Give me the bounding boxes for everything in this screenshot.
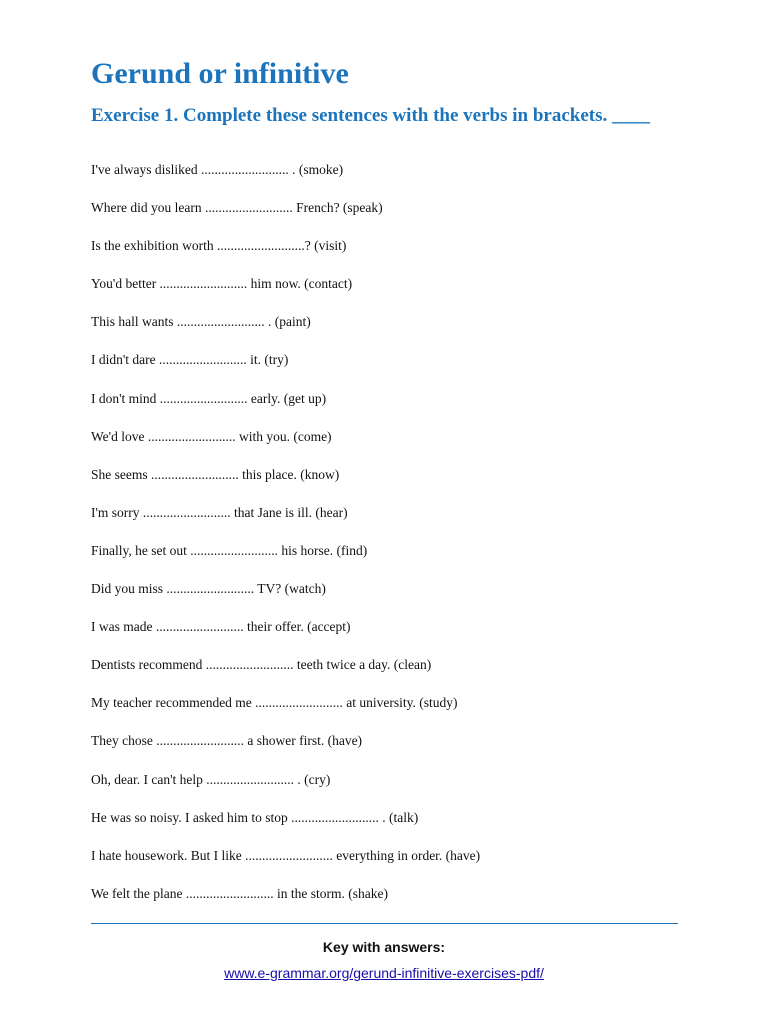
- answer-key-link-wrapper: [0, 963, 768, 983]
- exercise-sentence: I hate housework. But I like .......................... everything in order. (have): [91, 847, 481, 863]
- exercise-sentence: You'd better .......................... him now. (contact): [91, 276, 353, 292]
- exercise-sentence: Finally, he set out .......................... his horse. (find): [91, 542, 368, 558]
- exercise-sentence: I'm sorry .......................... that Jane is ill. (hear): [91, 504, 348, 520]
- exercise-sentence: I was made .......................... their offer. (accept): [91, 619, 351, 635]
- exercise-sentence: Did you miss .......................... TV? (watch): [91, 581, 326, 597]
- answer-key-label: Key with answers:: [322, 939, 446, 955]
- exercise-sentence: He was so noisy. I asked him to stop .......................... . (talk): [91, 809, 419, 825]
- exercise-sentence: She seems .......................... this place. (know): [91, 466, 340, 482]
- page-title: Gerund or infinitive: [91, 57, 349, 90]
- exercise-sentence: They chose .......................... a shower first. (have): [91, 733, 363, 749]
- divider-line: [91, 923, 678, 924]
- exercise-sentence: We felt the plane .......................... in the storm. (shake): [91, 885, 388, 901]
- exercise-sentence: Oh, dear. I can't help .......................... . (cry): [91, 771, 331, 787]
- exercise-sentence: Is the exhibition worth ..........................? (visit): [91, 238, 347, 254]
- exercise-sentence: I don't mind .......................... early. (get up): [91, 390, 327, 406]
- exercise-sentence: I've always disliked .......................... . (smoke): [91, 162, 344, 177]
- exercise-list: [91, 159, 691, 921]
- exercise-sentence: Dentists recommend .......................... teeth twice a day. (clean): [91, 657, 432, 673]
- exercise-sentence: My teacher recommended me .......................... at university. (study): [91, 695, 458, 711]
- answer-key-link[interactable]: www.e-grammar.org/gerund-infinitive-exercises-pdf/: [224, 965, 544, 981]
- exercise-sentence: Where did you learn .......................... French? (speak): [91, 200, 383, 216]
- exercise-instructions: Exercise 1. Complete these sentences with the verbs in brackets. ____: [91, 105, 651, 126]
- exercise-sentence: We'd love .......................... with you. (come): [91, 428, 332, 444]
- exercise-sentence: I didn't dare .......................... it. (try): [91, 352, 289, 368]
- exercise-sentence: This hall wants .......................... . (paint): [91, 314, 311, 330]
